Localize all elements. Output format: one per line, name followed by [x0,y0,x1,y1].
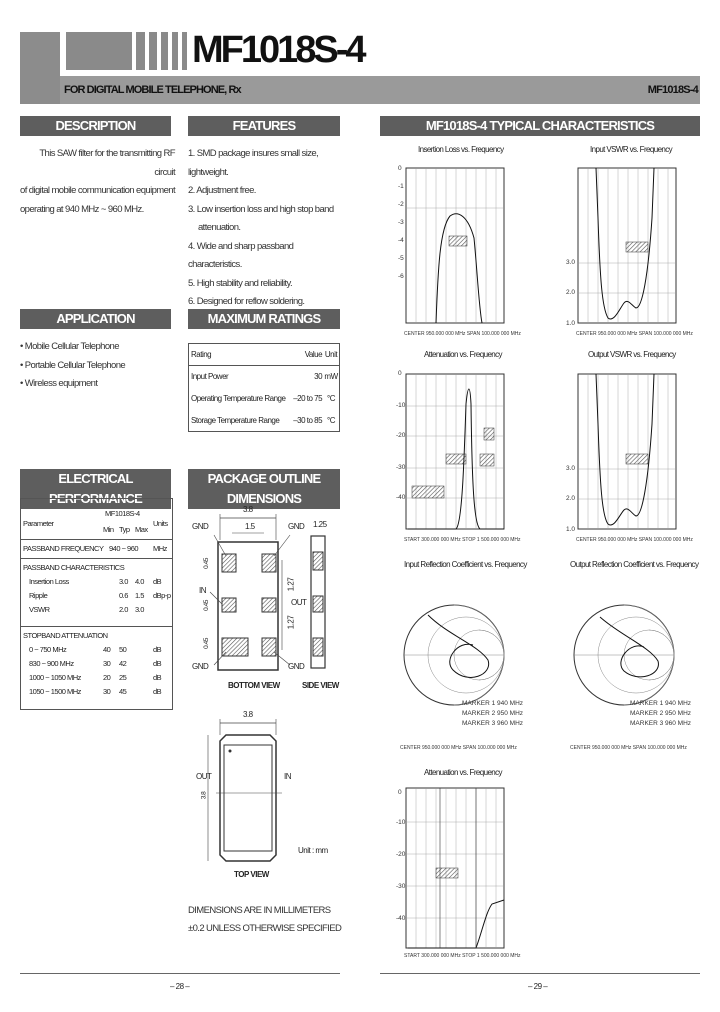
dim-v2: 1.27 [286,615,296,630]
description-line: operating at 940 MHz ~ 960 MHz. [20,203,144,215]
header-stripe [161,32,168,70]
table-cell: 0.6 [119,591,128,600]
table-cell: 830 ~ 900 MHz [29,659,74,668]
y-tick: -4 [398,237,404,244]
col-header-model: MF1018S-4 [105,509,140,518]
table-cell: VSWR [29,605,50,614]
col-header-param: Parameter [23,519,54,528]
y-tick: -10 [396,402,406,409]
header-right-label: MF1018S-4 [647,84,698,96]
table-cell: 4.0 [135,577,144,586]
top-in-label: IN [284,772,291,781]
page-number-left: – 28 – [170,982,190,991]
plot-footer: START 300.000 000 MHz STOP 1 500.000 000 MHz [404,953,521,959]
dim-inner: 1.5 [245,522,255,531]
plot-footer: CENTER 950.000 000 MHz SPAN 100.000 000 MHz [404,331,521,337]
table-header: Value [304,350,323,359]
divider [21,626,172,627]
y-tick: -40 [396,494,406,501]
footer-rule-right [380,973,700,974]
gnd-top-left: GND [192,522,209,531]
table-cell: 0 ~ 750 MHz [29,645,67,654]
table-cell: 3.0 [135,605,144,614]
bottom-view-label: BOTTOM VIEW [228,681,280,690]
divider [21,558,172,559]
table-cell: dB [153,687,162,696]
insertion-loss-plot [396,158,506,328]
top-height: 3.8 [200,791,208,800]
dim-top: 3.8 [243,505,253,514]
table-cell: 30 [103,659,111,668]
y-tick: -30 [396,883,406,890]
table-cell: 30 [103,687,111,696]
y-tick: -3 [398,219,404,226]
marker: MARKER 1 940 MHz [462,700,524,707]
table-cell: °C [327,394,336,403]
feature-item: 1. SMD package insures small size, lightweight. [188,148,319,178]
plot-footer: CENTER 950.000 000 MHz SPAN 100.000 000 MHz [570,745,687,751]
y-tick: 2.0 [566,289,576,296]
table-row [189,366,340,388]
table-cell: 42 [119,659,127,668]
table-cell: Ripple [29,591,48,600]
header-gray-block [20,32,60,104]
table-cell: –20 to 75 [293,394,323,403]
plot-title: Attenuation vs. Frequency [424,350,502,359]
marker: MARKER 1 940 MHz [630,700,692,707]
marker: MARKER 2 950 MHz [462,710,524,717]
table-cell: 40 [103,645,111,654]
passband-freq-value: 940 ~ 960 [109,544,139,553]
plot-title: Output Reflection Coefficient vs. Frequency [570,560,699,569]
passband-freq-label: PASSBAND FREQUENCY [23,544,104,553]
feature-item: attenuation. [198,222,241,233]
table-cell: 1050 ~ 1500 MHz [29,687,81,696]
y-tick: 0 [398,789,402,796]
y-tick: 0 [398,370,402,377]
col-header-min: Min [103,525,114,534]
table-row [189,344,340,366]
feature-item: 3. Low insertion loss and high stop band [188,203,334,215]
gnd-bottom-right: GND [288,662,305,671]
side-view-label: SIDE VIEW [302,681,339,690]
y-tick: -6 [398,273,404,280]
section-package: PACKAGE OUTLINE DIMENSIONS [188,469,340,509]
table-cell: dBp-p [153,591,171,600]
section-description: DESCRIPTION [20,116,171,136]
footer-rule-left [20,973,340,974]
table-cell: Input Power [191,372,229,382]
package-bottom-view [188,500,338,700]
table-cell: 1000 ~ 1050 MHz [29,673,81,682]
section-application: APPLICATION [20,309,171,329]
out-label: OUT [291,598,307,607]
plot-footer: CENTER 950.000 000 MHz SPAN 100.000 000 MHz [400,745,517,751]
header-stripe [172,32,178,70]
table-cell: Storage Temperature Range [191,415,280,425]
y-tick: 1.0 [566,526,576,533]
description-line: This SAW filter for the transmitting RF circuit [39,148,175,178]
section-max-ratings: MAXIMUM RATINGS [188,309,340,329]
application-item: • Wireless equipment [20,378,98,389]
col-header-typ: Typ [119,525,130,534]
y-tick: 2.0 [566,495,576,502]
gnd-bottom-left: GND [192,662,209,671]
table-cell: –30 to 85 [293,415,323,425]
max-ratings-table [188,343,340,432]
stopband-label: STOPBAND ATTENUATION [23,631,108,640]
attenuation-plot [396,364,506,534]
plot-title: Input VSWR vs. Frequency [590,145,673,154]
application-list [20,338,175,394]
y-tick: -40 [396,915,406,922]
y-tick: 0 [398,165,402,172]
table-header: Unit [324,350,338,359]
feature-item: 6. Designed for reflow soldering. [188,296,305,307]
table-cell: dB [153,645,162,654]
description-line: of digital mobile communication equipment [20,185,175,196]
note-2: ±0.2 UNLESS OTHERWISE SPECIFIED [188,923,342,934]
gnd-top-right: GND [288,522,305,531]
top-out-label: OUT [196,772,212,781]
divider [21,539,172,540]
feature-item: 5. High stability and reliability. [188,277,293,289]
note-1: DIMENSIONS ARE IN MILLIMETERS [188,905,331,916]
table-cell: 25 [119,673,127,682]
table-row [189,388,340,410]
col-header-max: Max [135,525,148,534]
table-cell: dB [153,673,162,682]
passband-char-label: PASSBAND CHARACTERISTICS [23,563,125,572]
table-cell: 3.0 [119,577,128,586]
header-subtitle: FOR DIGITAL MOBILE TELEPHONE, Rx [64,84,241,96]
page-number-right: – 29 – [528,982,548,991]
input-vswr-plot [568,158,678,328]
plot-footer: START 300.000 000 MHz STOP 1 500.000 000 MHz [404,537,521,543]
section-typical: MF1018S-4 TYPICAL CHARACTERISTICS [380,116,700,136]
header-stripe [149,32,157,70]
table-cell: mW [324,372,338,382]
table-cell: 20 [103,673,111,682]
features-list [188,145,348,312]
unit-label: Unit : mm [298,846,328,855]
dim-small: 0.45 [202,600,210,611]
header-stripe [66,32,132,70]
table-cell: 30 [314,372,323,382]
dim-v1: 1.27 [286,577,296,592]
plot-title: Insertion Loss vs. Frequency [418,145,504,154]
top-view-label: TOP VIEW [234,870,269,879]
feature-item: 2. Adjustment free. [188,185,256,196]
table-cell: 1.5 [135,591,144,600]
y-tick: 3.0 [566,465,576,472]
y-tick: 1.0 [566,320,576,327]
table-row [189,410,340,432]
feature-item: 4. Wide and sharp passband characteristics. [188,240,294,270]
section-electrical: ELECTRICAL PERFORMANCE [20,469,171,509]
electrical-table [20,498,173,710]
dim-side: 1.25 [313,520,327,529]
y-tick: -1 [398,183,404,190]
page-title: MF1018S-4 [192,29,364,71]
marker: MARKER 2 950 MHz [630,710,692,717]
y-tick: -30 [396,464,406,471]
col-header-units: Units [153,519,168,528]
attenuation-plot-2 [396,782,506,954]
table-cell: dB [153,577,162,586]
plot-title: Input Reflection Coefficient vs. Frequency [404,560,527,569]
y-tick: -20 [396,851,406,858]
table-header: Rating [191,350,212,359]
table-cell: dB [153,659,162,668]
table-cell: Operating Temperature Range [191,394,286,403]
top-dim: 3.8 [243,710,253,719]
plot-footer: CENTER 950.000 000 MHz SPAN 100.000 000 MHz [576,537,693,543]
y-tick: -20 [396,432,406,439]
header-stripe [136,32,145,70]
plot-footer: CENTER 950.000 000 MHz SPAN 100.000 000 MHz [576,331,693,337]
y-tick: -5 [398,255,404,262]
marker: MARKER 3 960 MHz [462,720,524,727]
marker: MARKER 3 960 MHz [630,720,692,727]
table-cell: 50 [119,645,127,654]
table-cell: 2.0 [119,605,128,614]
section-features: FEATURES [188,116,340,136]
dim-small: 0.45 [202,558,210,569]
application-item: • Mobile Cellular Telephone [20,341,119,352]
y-tick: -10 [396,819,406,826]
plot-title: Output VSWR vs. Frequency [588,350,676,359]
application-item: • Portable Cellular Telephone [20,359,126,371]
table-cell: °C [327,415,336,425]
table-cell: Insertion Loss [29,577,69,586]
in-label: IN [199,586,206,595]
y-tick: 3.0 [566,259,576,266]
y-tick: -2 [398,201,404,208]
plot-title: Attenuation vs. Frequency [424,768,502,777]
header-stripe [182,32,187,70]
output-vswr-plot [568,364,678,534]
table-cell: 45 [119,687,127,696]
passband-freq-unit: MHz [153,544,167,553]
description-text [20,145,175,219]
dim-small: 0.45 [202,638,210,649]
